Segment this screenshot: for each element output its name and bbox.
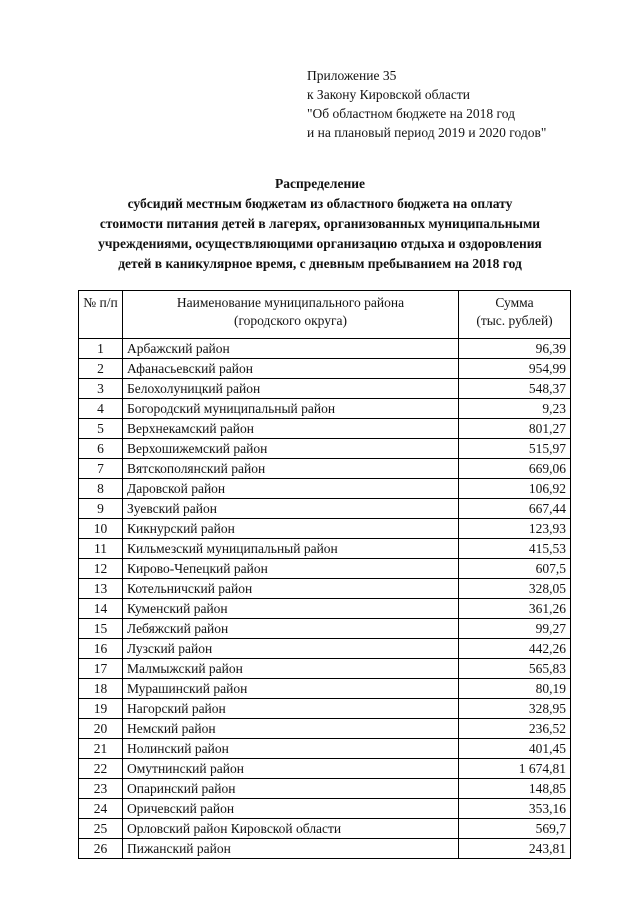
district-name: Афанасьевский район [123, 359, 459, 379]
subsidy-amount: 236,52 [459, 719, 571, 739]
row-number: 17 [79, 659, 123, 679]
row-number: 6 [79, 439, 123, 459]
district-name: Кильмезский муниципальный район [123, 539, 459, 559]
district-name: Кикнурский район [123, 519, 459, 539]
subsidy-amount: 415,53 [459, 539, 571, 559]
table-row [79, 479, 571, 499]
subsidy-amount: 80,19 [459, 679, 571, 699]
row-number: 24 [79, 799, 123, 819]
row-number: 7 [79, 459, 123, 479]
table-row [79, 759, 571, 779]
title-line: детей в каникулярное время, с дневным пребыванием на 2018 год [118, 256, 522, 271]
subsidy-amount: 569,7 [459, 819, 571, 839]
subsidy-amount: 669,06 [459, 459, 571, 479]
row-number: 14 [79, 599, 123, 619]
row-number: 22 [79, 759, 123, 779]
table-row [79, 619, 571, 639]
row-number: 4 [79, 399, 123, 419]
row-number: 10 [79, 519, 123, 539]
district-name: Нагорский район [123, 699, 459, 719]
district-name: Белохолуницкий район [123, 379, 459, 399]
title-line: учреждениями, осуществляющими организацию отдыха и оздоровления [98, 236, 542, 251]
header-district [123, 291, 459, 339]
table-row [79, 539, 571, 559]
district-name: Арбажский район [123, 339, 459, 359]
row-number: 19 [79, 699, 123, 719]
table-row [79, 559, 571, 579]
subsidy-amount: 515,97 [459, 439, 571, 459]
district-name: Вятскополянский район [123, 459, 459, 479]
subsidy-amount: 401,45 [459, 739, 571, 759]
annex-block [307, 66, 546, 142]
annex-line: "Об областном бюджете на 2018 год [307, 106, 515, 121]
annex-line: Приложение 35 [307, 68, 397, 83]
subsidy-amount: 99,27 [459, 619, 571, 639]
district-name: Мурашинский район [123, 679, 459, 699]
subsidy-amount: 328,05 [459, 579, 571, 599]
header-number [79, 291, 123, 339]
table-row [79, 339, 571, 359]
table-row [79, 819, 571, 839]
table-row [79, 579, 571, 599]
subsidy-amount: 954,99 [459, 359, 571, 379]
table-header-row [79, 291, 571, 339]
row-number: 2 [79, 359, 123, 379]
row-number: 9 [79, 499, 123, 519]
header-sum [459, 291, 571, 339]
table-row [79, 639, 571, 659]
district-name: Оричевский район [123, 799, 459, 819]
row-number: 11 [79, 539, 123, 559]
header-sum-line: (тыс. рублей) [476, 313, 553, 328]
subsidy-amount: 148,85 [459, 779, 571, 799]
district-name: Богородский муниципальный район [123, 399, 459, 419]
subsidy-amount: 1 674,81 [459, 759, 571, 779]
district-name: Зуевский район [123, 499, 459, 519]
row-number: 18 [79, 679, 123, 699]
district-name: Кирово-Чепецкий район [123, 559, 459, 579]
subsidy-amount: 607,5 [459, 559, 571, 579]
title-line: стоимости питания детей в лагерях, организованных муниципальными [99, 216, 541, 231]
row-number: 21 [79, 739, 123, 759]
district-name: Верхнекамский район [123, 419, 459, 439]
table-row [79, 719, 571, 739]
row-number: 15 [79, 619, 123, 639]
district-name: Лебяжский район [123, 619, 459, 639]
row-number: 8 [79, 479, 123, 499]
district-name: Малмыжский район [123, 659, 459, 679]
district-name: Нолинский район [123, 739, 459, 759]
annex-line: и на плановый период 2019 и 2020 годов" [307, 125, 547, 140]
subsidy-amount: 96,39 [459, 339, 571, 359]
table-row [79, 399, 571, 419]
table-row [79, 799, 571, 819]
district-name: Опаринский район [123, 779, 459, 799]
subsidy-amount: 123,93 [459, 519, 571, 539]
table-row [79, 659, 571, 679]
table-row [79, 599, 571, 619]
header-number-label: № п/п [83, 295, 118, 310]
title-line: Распределение [274, 176, 366, 191]
row-number: 25 [79, 819, 123, 839]
row-number: 23 [79, 779, 123, 799]
table-row [79, 379, 571, 399]
table-row [79, 419, 571, 439]
district-name: Орловский район Кировской области [123, 819, 459, 839]
district-name: Лузский район [123, 639, 459, 659]
row-number: 26 [79, 839, 123, 859]
row-number: 16 [79, 639, 123, 659]
subsidy-amount: 106,92 [459, 479, 571, 499]
header-sum-line: Сумма [495, 295, 534, 310]
district-name: Верхошижемский район [123, 439, 459, 459]
subsidy-amount: 442,26 [459, 639, 571, 659]
subsidy-amount: 565,83 [459, 659, 571, 679]
row-number: 5 [79, 419, 123, 439]
table-row [79, 359, 571, 379]
header-district-line: (городского округа) [233, 313, 348, 328]
table-row [79, 459, 571, 479]
subsidy-amount: 328,95 [459, 699, 571, 719]
table-body [79, 339, 571, 859]
table-row [79, 679, 571, 699]
district-name: Куменский район [123, 599, 459, 619]
district-name: Пижанский район [123, 839, 459, 859]
distribution-table [78, 290, 571, 859]
district-name: Омутнинский район [123, 759, 459, 779]
subsidy-amount: 243,81 [459, 839, 571, 859]
row-number: 20 [79, 719, 123, 739]
row-number: 12 [79, 559, 123, 579]
table-row [79, 439, 571, 459]
table-row [79, 499, 571, 519]
table-row [79, 699, 571, 719]
table-row [79, 779, 571, 799]
subsidy-amount: 667,44 [459, 499, 571, 519]
subsidy-amount: 9,23 [459, 399, 571, 419]
subsidy-amount: 361,26 [459, 599, 571, 619]
district-name: Котельничский район [123, 579, 459, 599]
district-name: Немский район [123, 719, 459, 739]
table-row [79, 839, 571, 859]
header-district-line: Наименование муниципального района [176, 295, 405, 310]
table-row [79, 519, 571, 539]
annex-line: к Закону Кировской области [307, 87, 471, 102]
district-name: Даровской район [123, 479, 459, 499]
table-row [79, 739, 571, 759]
row-number: 13 [79, 579, 123, 599]
subsidy-amount: 548,37 [459, 379, 571, 399]
document-title [0, 174, 640, 274]
row-number: 1 [79, 339, 123, 359]
title-line: субсидий местным бюджетам из областного бюджета на оплату [127, 196, 513, 211]
subsidy-amount: 353,16 [459, 799, 571, 819]
row-number: 3 [79, 379, 123, 399]
subsidy-amount: 801,27 [459, 419, 571, 439]
